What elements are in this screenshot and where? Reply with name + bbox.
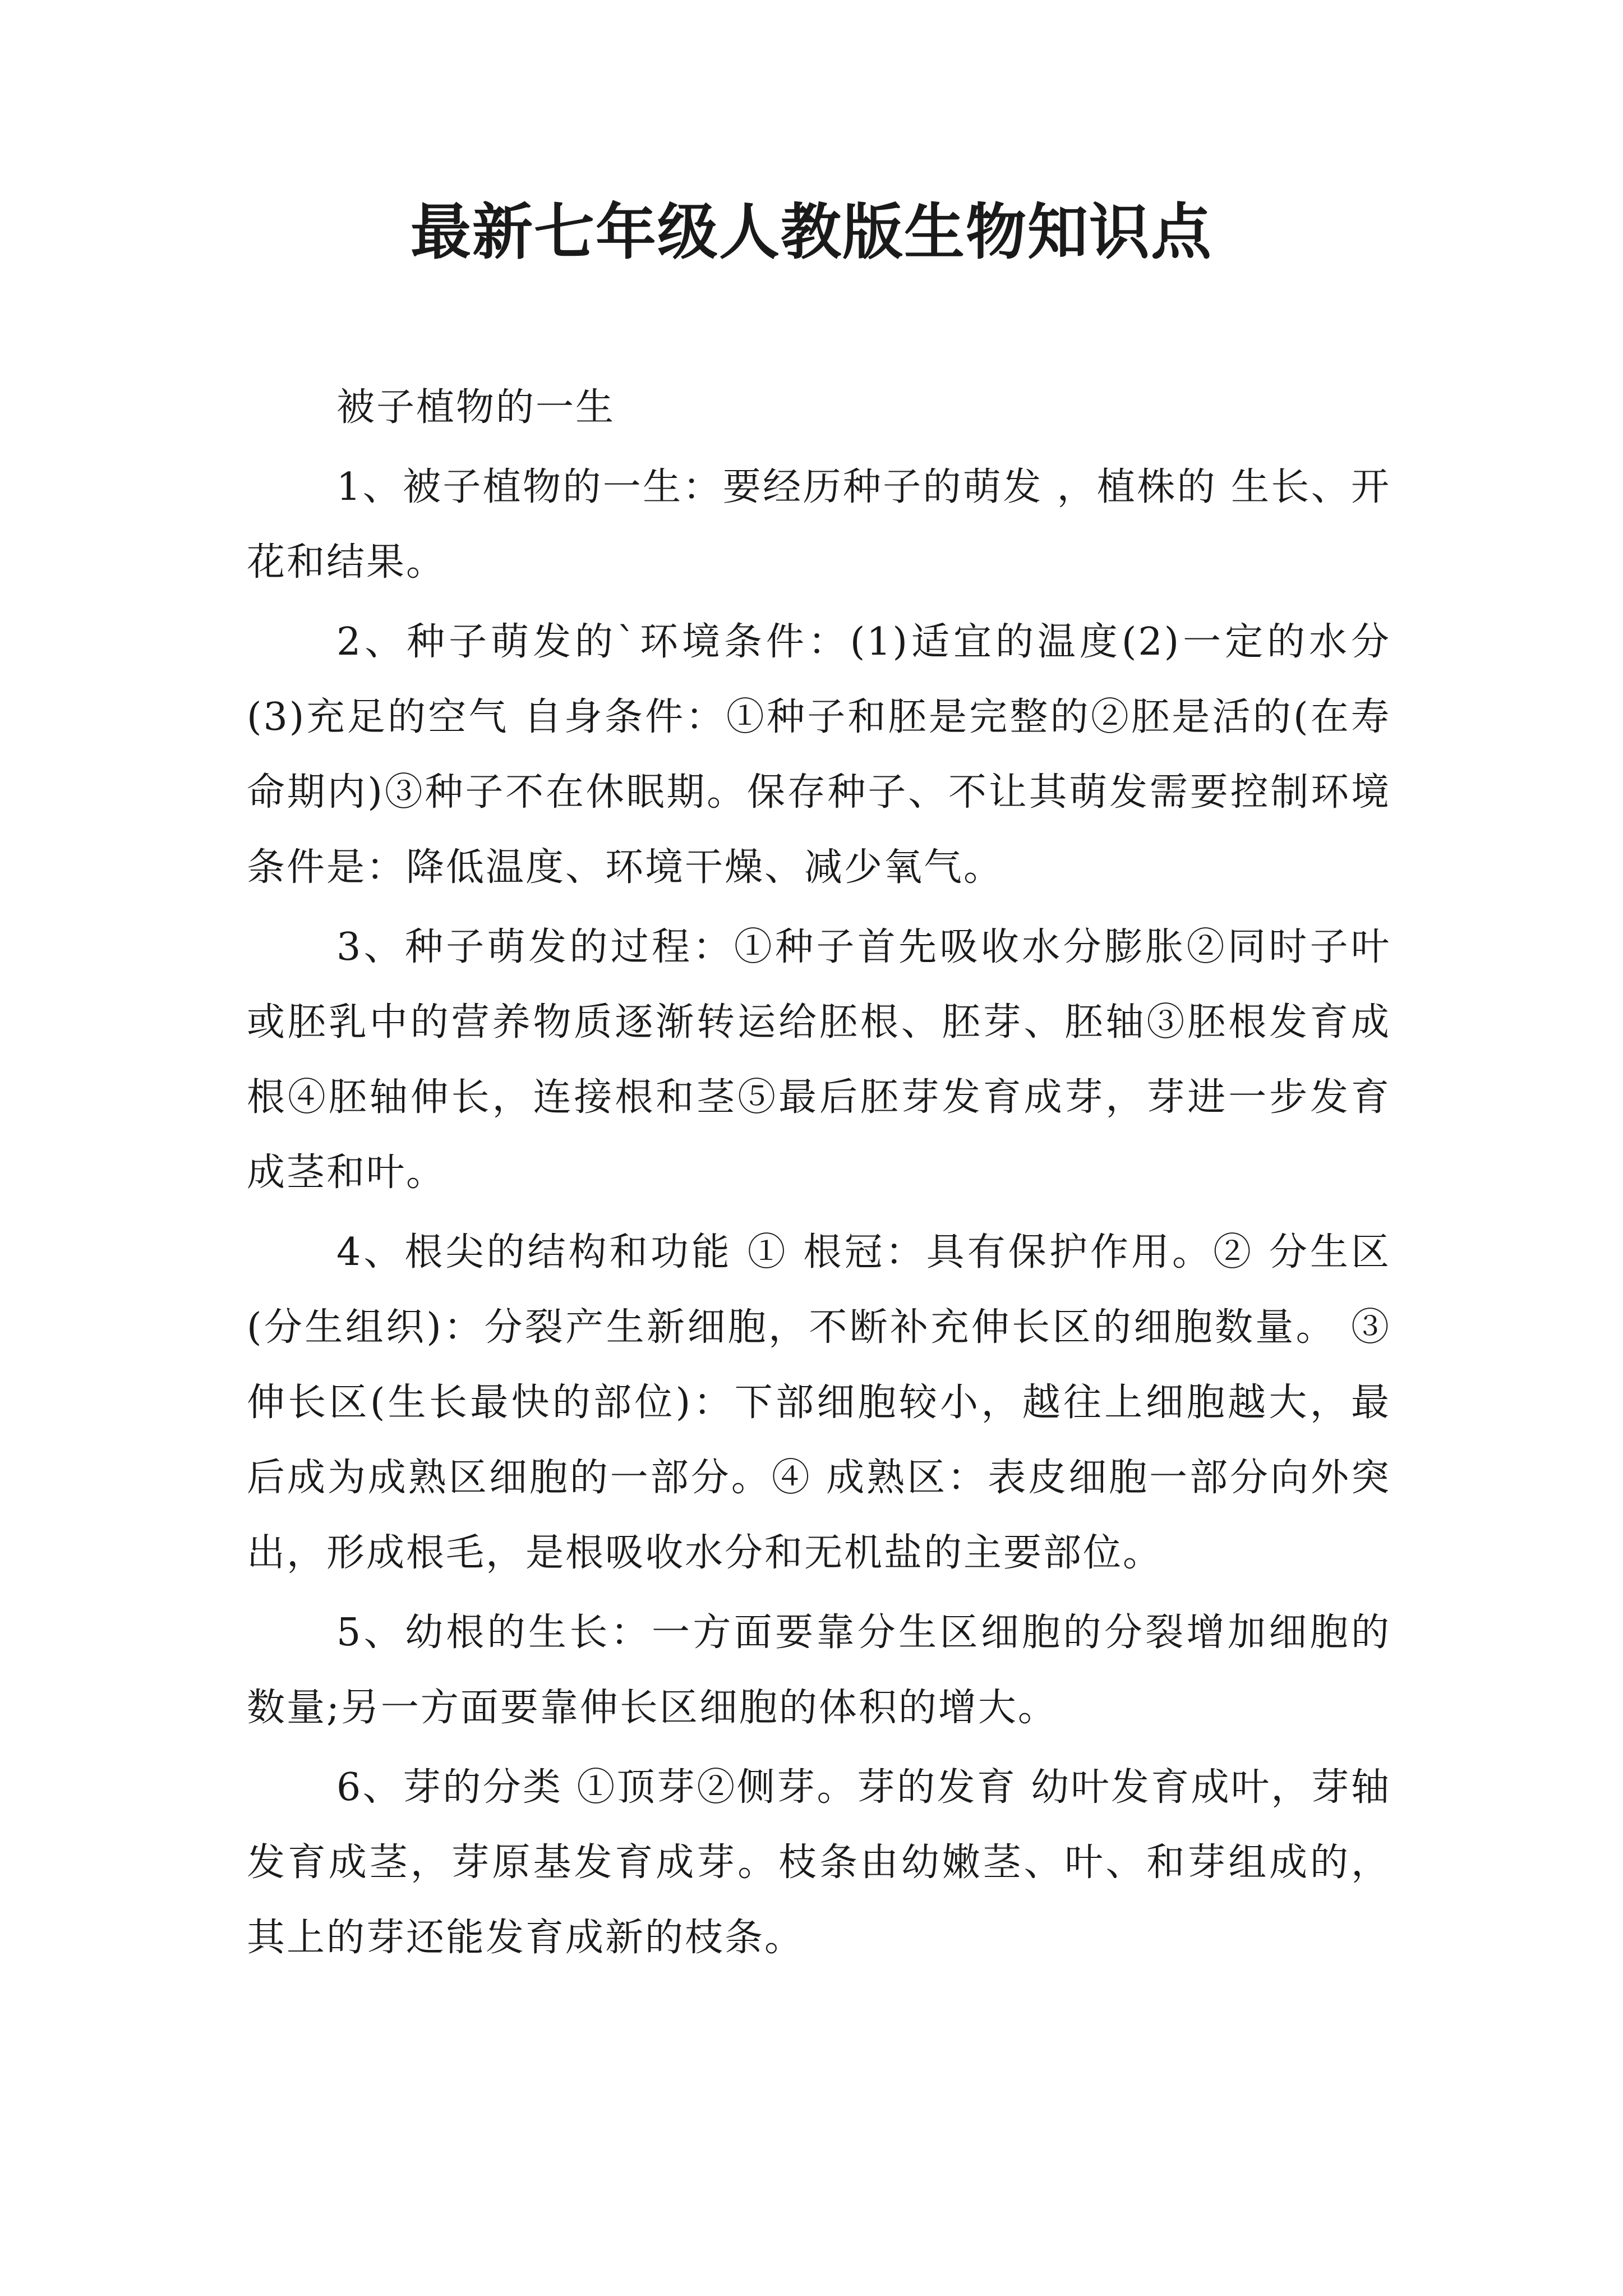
page-title: 最新七年级人教版生物知识点 [410, 197, 1212, 268]
paragraph-6: 6、芽的分类 ①顶芽②侧芽。芽的发育 幼叶发育成叶，芽轴发育成茎，芽原基发育成芽。枝条由幼嫩茎、叶、和芽组成的，其上的芽还能发育成新的枝条。 [247, 1765, 1391, 1960]
paragraph-4: 4、根尖的结构和功能 ① 根冠：具有保护作用。② 分生区(分生组织)：分裂产生新细胞，不断补充伸长区的细胞数量。 ③ 伸长区(生长最快的部位)：下部细胞较小，越往上细胞越大，最后成为成熟区细胞的一部分。④ 成熟区：表皮细胞一部分向外突出，形成根毛，是根吸收水分和无机盐的主要部位。 [247, 1230, 1391, 1575]
paragraph-5: 5、幼根的生长：一方面要靠分生区细胞的分裂增加细胞的数量;另一方面要靠伸长区细胞的体积的增大。 [247, 1611, 1391, 1730]
paragraph-1: 1、被子植物的一生：要经历种子的萌发 ，植株的 生长、开花和结果。 [247, 465, 1391, 585]
document-body [247, 370, 1391, 1976]
paragraph-3: 3、种子萌发的过程：①种子首先吸收水分膨胀②同时子叶或胚乳中的营养物质逐渐转运给胚根、胚芽、胚轴③胚根发育成根④胚轴伸长，连接根和茎⑤最后胚芽发育成芽，芽进一步发育成茎和叶。 [247, 925, 1391, 1195]
section-heading: 被子植物的一生 [336, 385, 616, 430]
paragraph-2: 2、种子萌发的`环境条件：(1)适宜的温度(2)一定的水分(3)充足的空气 自身条件：①种子和胚是完整的②胚是活的(在寿命期内)③种子不在休眠期。保存种子、不让其萌发需要控制环境条件是：降低温度、环境干燥、减少氧气。 [247, 620, 1391, 890]
